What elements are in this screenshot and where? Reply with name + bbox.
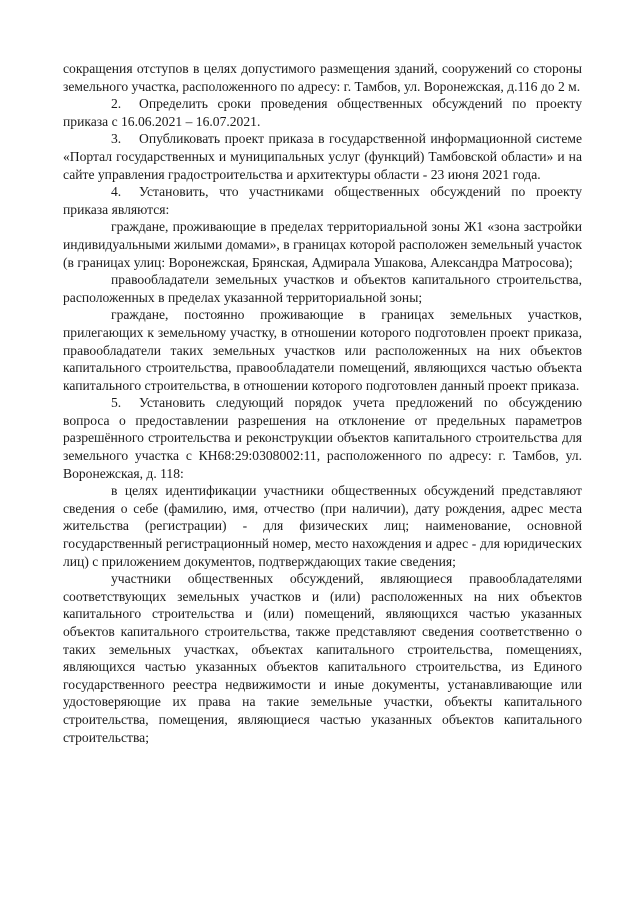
- paragraph-participants-owners: правообладатели земельных участков и объектов капитального строительства, расположенных в пределах указанной территориальной зоны;: [63, 272, 582, 305]
- document-body: [63, 60, 582, 746]
- paragraph-participants-residents: граждане, проживающие в пределах территориальной зоны Ж1 «зона застройки индивидуальными жилыми домами», в границах которой расположен земельный участок (в границах улиц: Воронежская, Брянская, Адмирала Ушакова, Александра Матросова);: [63, 219, 582, 270]
- list-item-text: Установить следующий порядок учета предложений по обсуждению вопроса о предоставлении разрешения на отклонение от предельных параметров разрешённого строительства и реконструкции объектов капитального строительства для земельного участка с КН68:29:0308002:11, расположенного по адресу: г. Тамбов, ул. Воронежская, д. 118:: [63, 395, 582, 481]
- list-item-text: Определить сроки проведения общественных обсуждений по проекту приказа с 16.06.2021 – 16.07.2021.: [63, 96, 582, 129]
- list-item-number: 4.: [111, 184, 122, 200]
- list-item-2: [63, 95, 582, 130]
- list-item-3: [63, 130, 582, 183]
- paragraph-identification: в целях идентификации участники общественных обсуждений представляют сведения о себе (фамилию, имя, отчество (при наличии), дату рождения, адрес места жительства (регистрации) - для физических лиц; наименование, основной государственный регистрационный номер, место нахождения и адрес - для юридических лиц) с приложением документов, подтверждающих такие сведения;: [63, 483, 582, 569]
- list-item-number: 3.: [111, 131, 122, 147]
- list-item-number: 5.: [111, 395, 122, 411]
- list-item-text: Установить, что участниками общественных обсуждений по проекту приказа являются:: [63, 184, 582, 217]
- paragraph-rightholders: участники общественных обсуждений, являющиеся правообладателями соответствующих земельных участков и (или) расположенных на них объектов капитального строительства и (или) помещений, являющихся частью указанных объектов капитального строительства, также представляют сведения соответственно о таких земельных участках, объектах капитального строительства, помещениях, являющихся частью указанных объектов капитального строительства, из Единого государственного реестра недвижимости и иные документы, устанавливающие или удостоверяющие их права на такие земельные участки, объекты капитального строительства, помещения, являющиеся частью указанных объектов капитального строительства;: [63, 571, 582, 745]
- list-item-4: [63, 183, 582, 218]
- list-item-5: [63, 394, 582, 482]
- list-item-text: Опубликовать проект приказа в государственной информационной системе «Портал государственных и муниципальных услуг (функций) Тамбовской области» и на сайте управления градостроительства и архитектуры области - 23 июня 2021 года.: [63, 131, 582, 182]
- list-item-number: 2.: [111, 96, 122, 112]
- paragraph-intro-continuation: сокращения отступов в целях допустимого размещения зданий, сооружений со стороны земельного участка, расположенного по адресу: г. Тамбов, ул. Воронежская, д.116 до 2 м.: [63, 61, 582, 94]
- paragraph-participants-adjacent: граждане, постоянно проживающие в границах земельных участков, прилегающих к земельному участку, в отношении которого подготовлен проект приказа, правообладатели таких земельных участков или расположенных на них объектов капитального строительства, правообладатели помещений, являющихся частью объекта капитального строительства, в отношении которого подготовлен данный проект приказа.: [63, 307, 582, 393]
